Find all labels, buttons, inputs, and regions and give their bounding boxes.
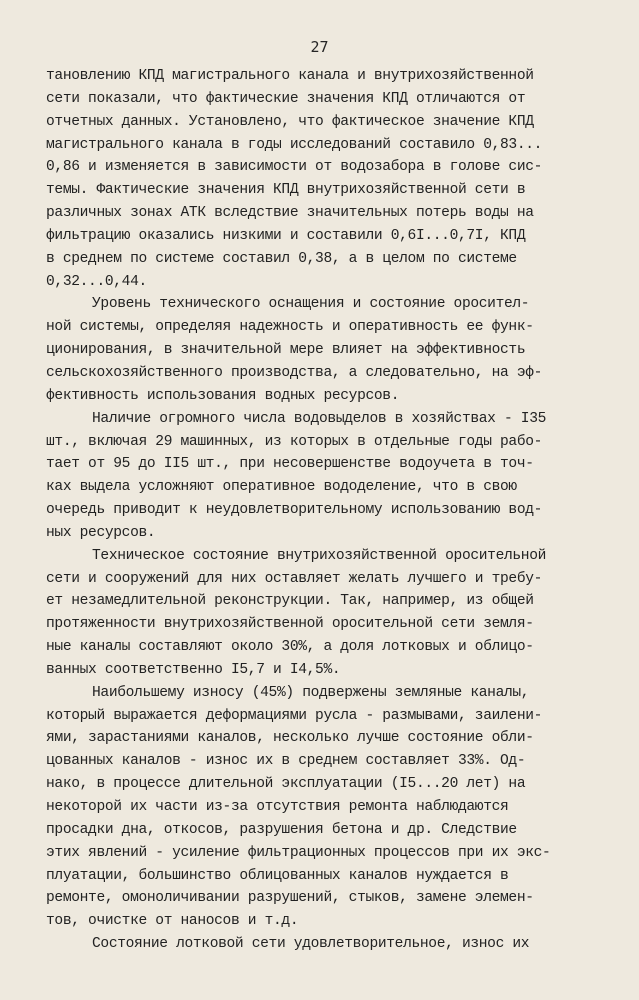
text-line: сети показали, что фактические значения КПД отличаются от xyxy=(46,90,526,107)
text-line: в среднем по системе составил 0,38, а в целом по системе xyxy=(46,250,517,267)
text-line: 0,32...0,44. xyxy=(46,273,147,290)
text-line: ционирования, в значительной мере влияет на эффективность xyxy=(46,342,526,359)
text-line: некоторой их части из-за отсутствия ремонта наблюдаются xyxy=(46,799,509,815)
text-line: тов, очистке от наносов и т.д. xyxy=(46,913,299,930)
text-line: ремонте, омоноличивании разрушений, стыков, замене элемен- xyxy=(46,890,534,907)
text-line: сельскохозяйственного производства, а следовательно, на эф- xyxy=(46,364,543,381)
text-line: шт., включая 29 машинных, из которых в отдельные годы рабо- xyxy=(46,433,543,450)
text-line: Наибольшему износу (45%) подвержены земляные каналы, xyxy=(92,684,530,701)
text-line: тановлению КПД магистрального канала и внутрихозяйственной xyxy=(46,68,534,84)
text-line: ной системы, определяя надежность и оперативность ее функ- xyxy=(46,319,534,336)
text-line: магистрального канала в годы исследований составило 0,83... xyxy=(46,136,543,153)
text-line: различных зонах АТК вследствие значительных потерь воды на xyxy=(46,205,534,222)
text-line: ями, зарастаниями каналов, несколько лучше состояние обли- xyxy=(46,730,534,747)
text-line: который выражается деформациями русла - размывами, заилени- xyxy=(46,707,543,724)
text-line: Техническое состояние внутрихозяйственной оросительной xyxy=(92,547,547,564)
text-line: ные каналы составляют около 30%, а доля лотковых и облицо- xyxy=(46,639,534,656)
text-line: Наличие огромного числа водовыделов в хозяйствах - I35 xyxy=(92,410,547,427)
page-number: 27 xyxy=(310,38,329,56)
text-line: ных ресурсов. xyxy=(46,524,156,541)
text-line: протяженности внутрихозяйственной оросительной сети земля- xyxy=(46,616,534,633)
text-line: очередь приводит к неудовлетворительному использованию вод- xyxy=(46,502,543,519)
text-line: сети и сооружений для них оставляет желать лучшего и требу- xyxy=(46,570,543,587)
text-line: тает от 95 до II5 шт., при несовершенстве водоучета в точ- xyxy=(46,456,534,473)
text-line: 0,86 и изменяется в зависимости от водозабора в голове сис- xyxy=(46,159,543,176)
text-line: отчетных данных. Установлено, что фактическое значение КПД xyxy=(46,113,534,130)
body-text xyxy=(46,65,606,956)
text-line: цованных каналов - износ их в среднем составляет 33%. Од- xyxy=(46,753,526,770)
text-line: плуатации, большинство облицованных каналов нуждается в xyxy=(46,867,509,884)
text-line: этих явлений - усиление фильтрационных процессов при их экс- xyxy=(46,844,551,861)
text-line: Состояние лотковой сети удовлетворительное, износ их xyxy=(92,936,530,953)
text-line: просадки дна, откосов, разрушения бетона и др. Следствие xyxy=(46,821,517,838)
text-line: ках выдела усложняют оперативное вододеление, что в свою xyxy=(46,479,517,496)
text-line: фильтрацию оказались низкими и составили 0,6I...0,7I, КПД xyxy=(46,227,526,244)
text-line: фективность использования водных ресурсов. xyxy=(46,387,400,404)
text-line: темы. Фактические значения КПД внутрихозяйственной сети в xyxy=(46,182,526,199)
text-line: Уровень технического оснащения и состояние оросител- xyxy=(92,296,530,313)
text-line: ет незамедлительной реконструкции. Так, например, из общей xyxy=(46,593,534,610)
text-line: ванных соответственно I5,7 и I4,5%. xyxy=(46,661,341,678)
text-line: нако, в процессе длительной эксплуатации (I5...20 лет) на xyxy=(46,776,526,793)
